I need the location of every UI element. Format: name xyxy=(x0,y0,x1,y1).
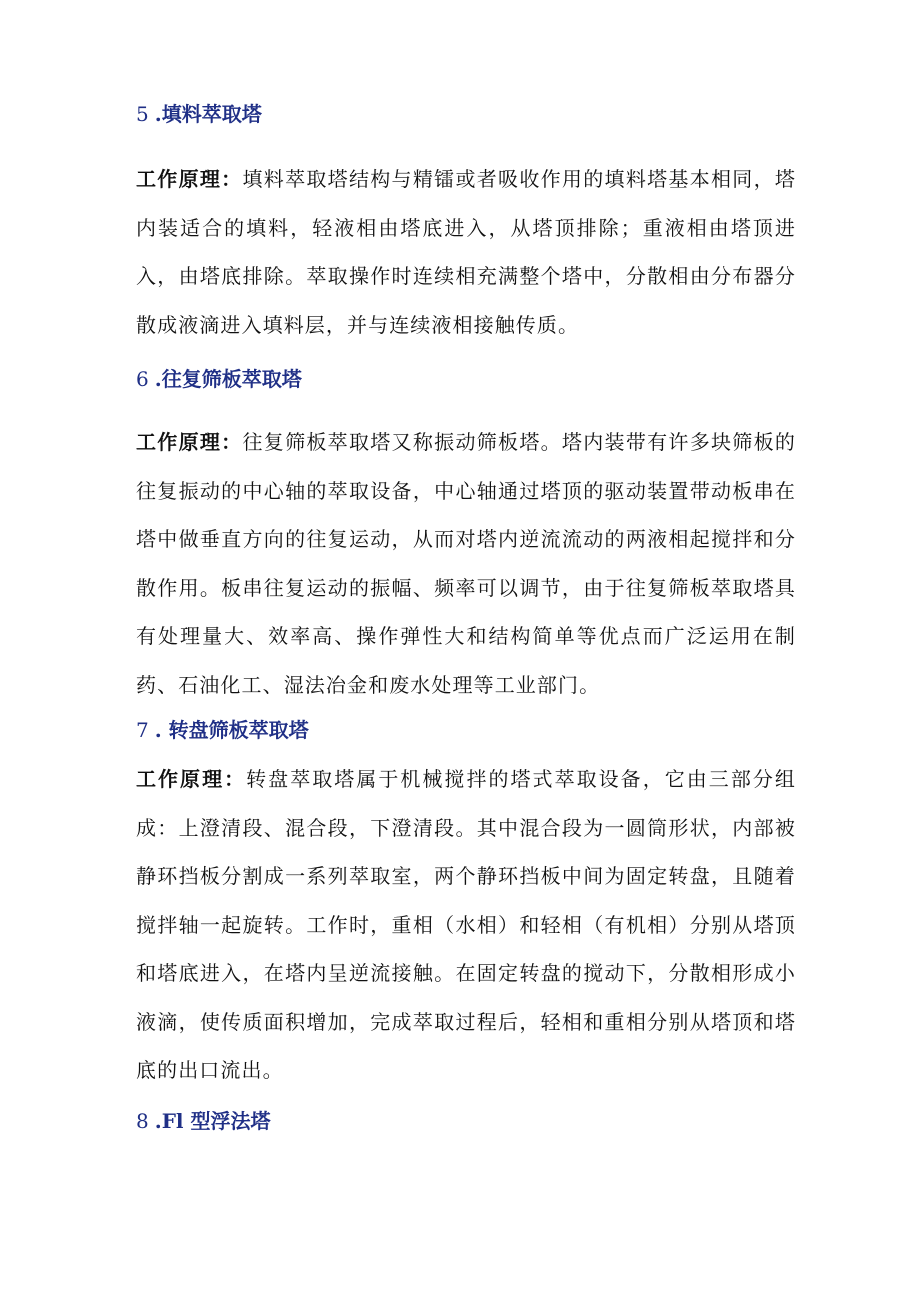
section-6-body: 往复筛板萃取塔又称振动筛板塔。塔内装带有许多块筛板的往复振动的中心轴的萃取设备，中心轴通过塔顶的驱动装置带动板串在塔中做垂直方向的往复运动，从而对塔内逆流流动的两液相起搅拌和分散作用。板串往复运动的振幅、频率可以调节，由于往复筛板萃取塔具有处理量大、效率高、操作弹性大和结构简单等优点而广泛运用在制药、石油化工、湿法冶金和废水处理等工业部门。 xyxy=(136,430,796,697)
section-6-heading xyxy=(136,366,302,392)
section-7-number: 7 xyxy=(136,718,149,742)
section-5-label: 工作原理： xyxy=(136,167,243,191)
section-8-title: .Fl 型浮法塔 xyxy=(154,1109,271,1133)
section-5-paragraph xyxy=(136,155,796,349)
section-7-title: . 转盘筛板萃取塔 xyxy=(154,718,309,742)
section-5-body: 填料萃取塔结构与精镭或者吸收作用的填料塔基本相同，塔内装适合的填料，轻液相由塔底进入，从塔顶排除；重液相由塔顶进入，由塔底排除。萃取操作时连续相充满整个塔中，分散相由分布器分散成液滴进入填料层，并与连续液相接触传质。 xyxy=(136,167,796,337)
section-7-body: 转盘萃取塔属于机械搅拌的塔式萃取设备，它由三部分组成：上澄清段、混合段，下澄清段。其中混合段为一圆筒形状，内部被静环挡板分割成一系列萃取室，两个静环挡板中间为固定转盘，且随着搅拌轴一起旋转。工作时，重相（水相）和轻相（有机相）分别从塔顶和塔底进入，在塔内呈逆流接触。在固定转盘的搅动下，分散相形成小液滴，使传质面积增加，完成萃取过程后，轻相和重相分别从塔顶和塔底的出口流出。 xyxy=(136,767,797,1082)
section-5-heading xyxy=(136,101,262,127)
section-6-paragraph xyxy=(136,418,796,709)
section-5-number: 5 xyxy=(136,102,149,126)
section-5-title: .填料萃取塔 xyxy=(154,102,262,126)
section-7-label: 工作原理： xyxy=(136,767,247,791)
section-6-title: .往复筛板萃取塔 xyxy=(154,367,302,391)
section-8-heading xyxy=(136,1108,270,1134)
section-7-heading xyxy=(136,717,309,743)
section-8-number: 8 xyxy=(136,1109,149,1133)
section-7-paragraph xyxy=(136,755,796,1095)
section-6-label: 工作原理： xyxy=(136,430,243,454)
section-6-number: 6 xyxy=(136,367,149,391)
